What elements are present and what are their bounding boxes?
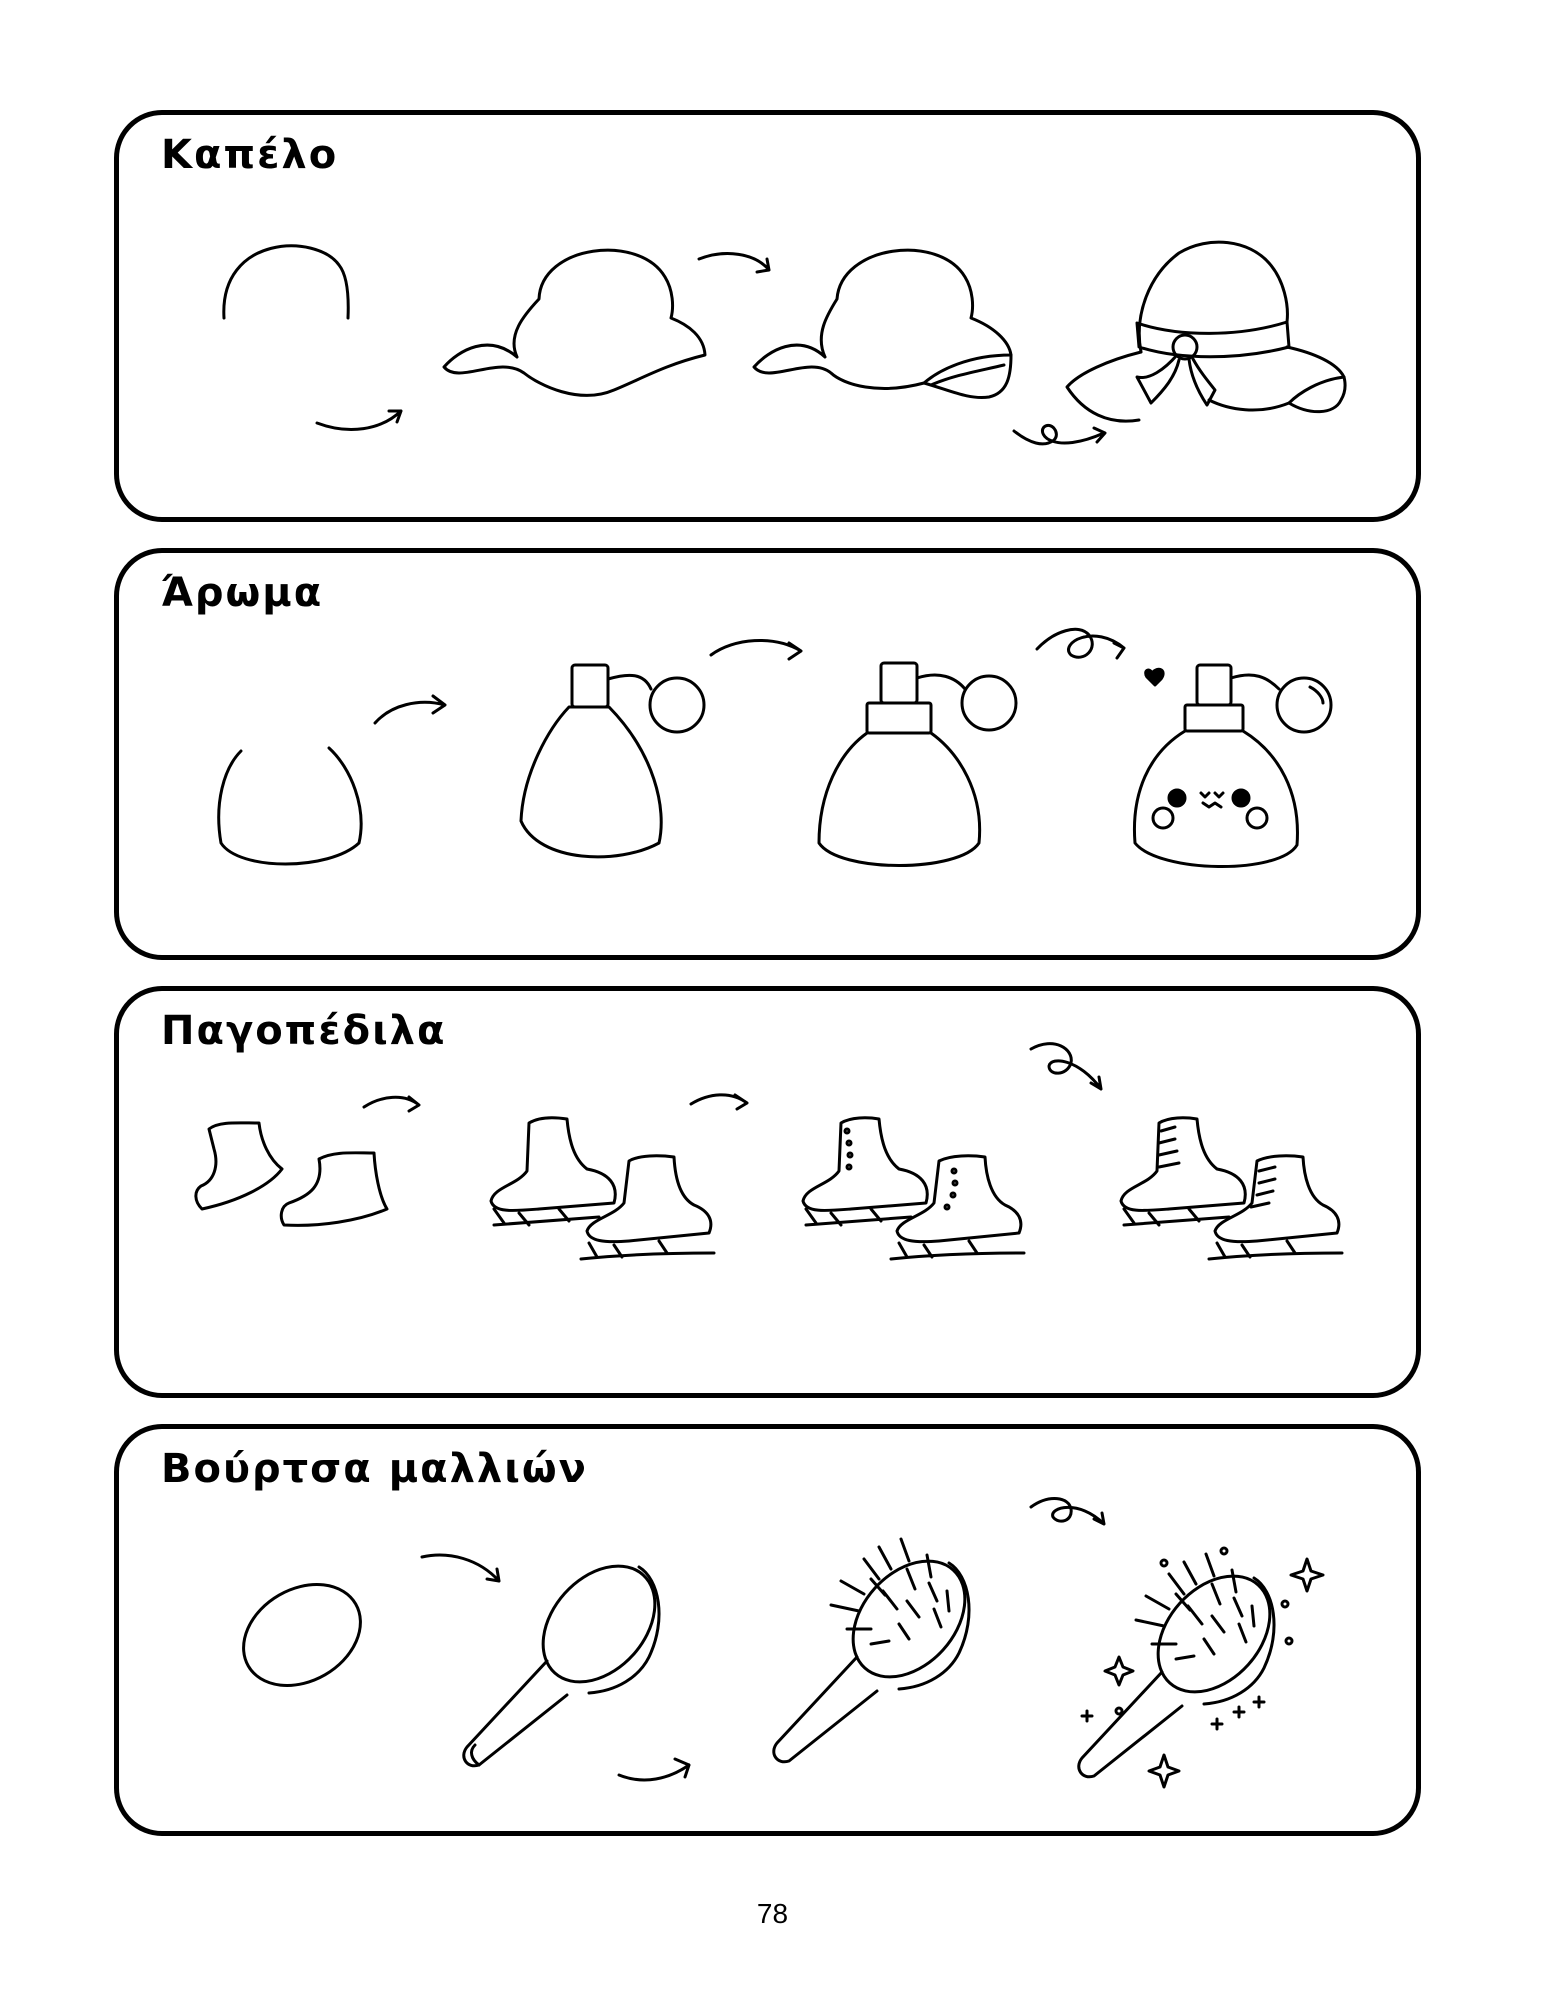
panel-title-hairbrush: Βούρτσα μαλλιών — [161, 1446, 588, 1492]
perfume-panel — [114, 548, 1421, 960]
hat-step-3-icon — [754, 250, 1011, 397]
arrow-icon — [317, 411, 401, 429]
arrow-icon — [364, 1097, 419, 1111]
sparkle-icon — [1291, 1559, 1323, 1591]
panel-title-hat: Καπέλο — [161, 132, 339, 178]
hairbrush-panel — [114, 1424, 1421, 1836]
arrow-icon — [691, 1095, 747, 1109]
arrow-icon — [422, 1555, 499, 1581]
ice-skates-step-4-icon — [1121, 1118, 1342, 1259]
perfume-step-1-icon — [219, 748, 361, 864]
arrow-icon — [375, 696, 445, 723]
arrow-icon — [1031, 1044, 1101, 1089]
ice-skates-step-1-icon — [196, 1123, 387, 1226]
arrow-icon — [1031, 1499, 1104, 1524]
panel-title-perfume: Άρωμα — [161, 570, 324, 616]
arrow-icon — [1014, 425, 1105, 444]
perfume-step-3-icon — [819, 663, 1016, 866]
hairbrush-step-4-icon — [1079, 1548, 1323, 1787]
arrow-icon — [1037, 629, 1124, 658]
hat-step-1-icon — [224, 246, 348, 318]
hat-steps — [119, 115, 1416, 517]
hairbrush-step-3-icon — [774, 1539, 988, 1762]
ice-skates-panel — [114, 986, 1421, 1398]
hat-panel — [114, 110, 1421, 522]
ice-skates-step-2-icon — [491, 1118, 714, 1259]
perfume-step-4-icon — [1134, 665, 1331, 867]
arrow-icon — [711, 640, 801, 659]
perfume-step-2-icon — [521, 665, 704, 857]
ice-skates-step-3-icon — [803, 1118, 1024, 1259]
arrow-icon — [619, 1759, 689, 1780]
hairbrush-step-1-icon — [225, 1564, 378, 1706]
hairbrush-steps — [119, 1429, 1416, 1831]
page-number: 78 — [756, 1898, 789, 1929]
arrow-icon — [699, 254, 769, 272]
ice-skates-steps — [119, 991, 1416, 1393]
hat-step-4-icon — [1067, 242, 1345, 421]
sparkle-icon — [1105, 1657, 1133, 1685]
panel-title-ice-skates: Παγοπέδιλα — [161, 1008, 447, 1054]
perfume-steps — [119, 553, 1416, 955]
hat-step-2-icon — [444, 250, 705, 395]
sparkle-icon — [1149, 1755, 1179, 1787]
